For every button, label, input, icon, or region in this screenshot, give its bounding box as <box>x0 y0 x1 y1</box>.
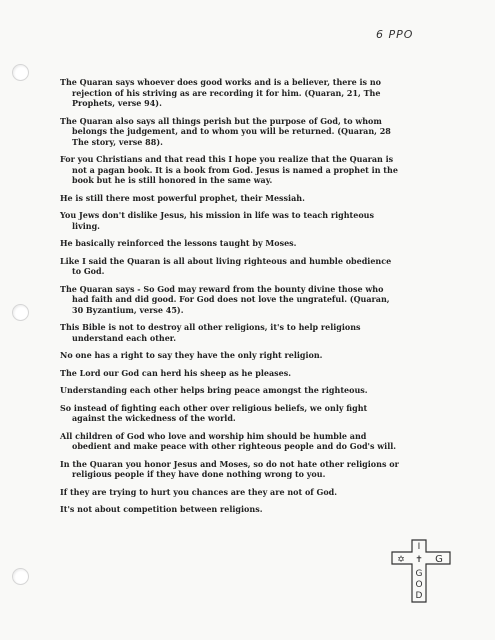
paragraph: Like I said the Quaran is all about living righteous and humble obedience to God. <box>60 255 392 276</box>
paragraph: He is still there most powerful prophet, their Messiah. <box>60 192 305 203</box>
symbol-right-letter: G <box>435 554 443 565</box>
symbol-top-letter: I <box>417 542 421 552</box>
binder-hole <box>12 304 29 321</box>
symbol-lower-letter: D <box>415 591 423 601</box>
document-body <box>60 77 400 522</box>
paragraph: For you Christians and that read this I hope you realize that the Quaran is not a pagan book. It is a book from God. Jesus is named a prophet in the book but he is still honored in the same way. <box>60 154 398 185</box>
star-of-david-icon: ✡ <box>397 555 405 565</box>
binder-hole <box>12 64 29 81</box>
symbol-lower-letter: O <box>415 580 423 590</box>
paragraph: The Quaran also says all things perish but the purpose of God, to whom belongs the judgement, and to whom you will be returned. (Quaran, 28 The story, verse 88). <box>60 115 391 147</box>
paragraph: All children of God who love and worship him should be humble and obedient and make peace with other righteous people and do God's will. <box>60 430 397 451</box>
paragraph: If they are trying to hurt you chances are they are not of God. <box>60 486 338 497</box>
cross-symbol-svg <box>390 538 462 604</box>
page-number: 6 PPO <box>376 28 414 41</box>
paragraph: This Bible is not to destroy all other religions, it's to help religions understand each other. <box>60 322 361 343</box>
paragraph: He basically reinforced the lessons taught by Moses. <box>60 238 297 248</box>
paragraph: Understanding each other helps bring peace amongst the righteous. <box>60 385 368 395</box>
paragraph: It's not about competition between religions. <box>60 504 263 514</box>
binder-hole <box>12 568 29 585</box>
symbol-center-mark: ✝ <box>415 555 423 565</box>
paragraph: The Quaran says - So God may reward from the bounty divine those who had faith and did good. For God does not love the ungrateful. (Quaran, 30 Byzantium, verse 45). <box>60 283 390 315</box>
paragraph: The Lord our God can herd his sheep as he pleases. <box>60 367 292 378</box>
symbol-lower-letter: G <box>415 569 423 579</box>
paragraph: In the Quaran you honor Jesus and Moses, so do not hate other religions or religious people if they have done nothing wrong to you. <box>60 458 399 479</box>
paragraph: You Jews don't dislike Jesus, his mission in life was to teach righteous living. <box>60 210 374 231</box>
paragraph: The Quaran says whoever does good works and is a believer, there is no rejection of his striving as are recording it for him. (Quaran, 21, The Prophets, verse 94). <box>60 77 381 108</box>
paragraph: No one has a right to say they have the only right religion. <box>60 350 323 360</box>
cross-symbol-drawing <box>390 538 462 604</box>
paragraph: So instead of fighting each other over religious beliefs, we only fight against the wickedness of the world. <box>60 402 368 423</box>
